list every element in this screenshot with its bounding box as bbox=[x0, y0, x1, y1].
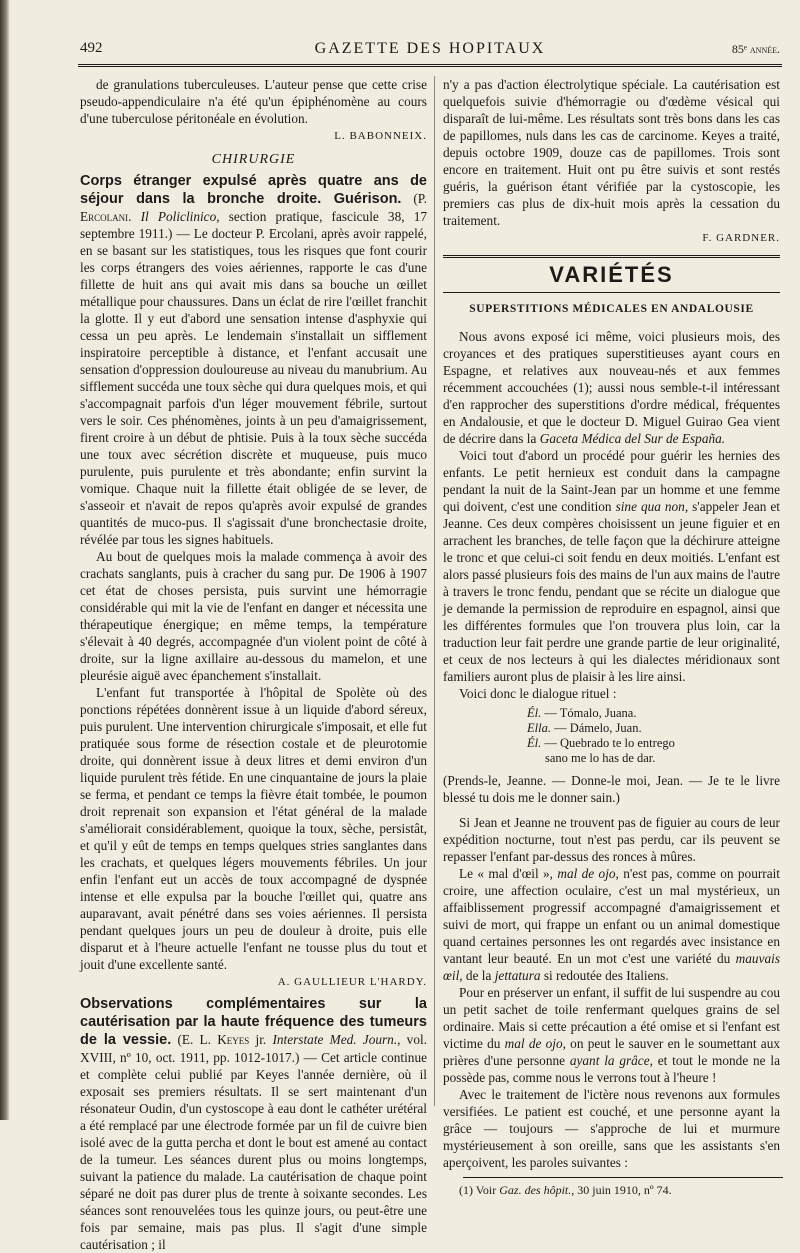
page-header bbox=[80, 38, 780, 62]
paragraph: Nous avons exposé ici même, voici plusieurs mois, des croyances et des pratiques superstitieuses ayant cours en Espagne, et relatives aux nouveau-nés et aux femmes récemment accouchées (1); aussi nous semble-t-il intéressant d'en rapprocher des superstitions d'ordre médical, fréquentes en Andalousie, et que le docteur D. Miguel Guirao Gea vient de décrire dans la Gaceta Médica del Sur de España. bbox=[443, 329, 780, 446]
column-divider bbox=[434, 76, 435, 1106]
paragraph: Pour en préserver un enfant, il suffit de lui suspendre au cou un petit sachet de toile renfermant quelques grains de sel ordinaire. Mais si cette précaution a été omise et si l'enfant est victime du mal de ojo, on peut le sauver en le soumettant aux prières d'une personne ayant la grâce, et tout le monde ne la possède pas, comme nous le verrons tout à l'heure ! bbox=[443, 985, 780, 1085]
reference-journal: Interstate Med. Journ., bbox=[272, 1032, 401, 1047]
year-label: 85ᵉ année. bbox=[731, 42, 780, 56]
section-heading: CHIRURGIE bbox=[211, 152, 296, 167]
journal-title: GAZETTE DES HOPITAUX bbox=[314, 40, 546, 57]
article-paragraph: Corps étranger expulsé après quatre ans de séjour dans la bronche droite. Guérison. (P. Ercolani. Il Policlinico, section pratique, fascicule 38, 17 septembre 1911.) — Le docteur P. Ercolani, après avoir rappelé, en se basant sur les statistiques, tous les risques que font courir les corps étrangers des voies aériennes, rapporte le cas d'une fillette de huit ans qui avait mis dans sa bouche un œillet métallique pour chaussures. Dans un éclat de rire l'œillet franchit la glotte. Il y eut d'abord une sensation intense d'asphyxie qui cessa un peu après. Le lendemain s'installait un sifflement inspiratoire perceptible à distance, et l'enfant accusait une sensation d'oppression douloureuse au niveau du manubrium. Au sifflement succéda une toux sèche qui dura quelques mois, et qui s'accompagnait parfois d'un léger mouvement fébrile, surtout vers le soir. Ces phénomènes, joints à un peu d'amaigrissement, firent croire à un début de phtisie. Puis à la toux sèche succéda une toux avec sécrétion discrète et muqueuse, puis muco purulente, puis purulente et très abondante; enfin survint la vomique. Chaque nuit la fillette était obligée de se lever, de s'asseoir et n'avait de repos qu'après avoir expulsé de grandes quantités de muco-pus. Il s'agissait d'une bronchectasie droite, révélée par tous les signes habituels. bbox=[80, 173, 428, 547]
dialogue-line: Él. — Quebrado te lo entrego bbox=[527, 736, 675, 750]
page-number: 492 bbox=[80, 40, 103, 56]
reference-author: Keyes bbox=[217, 1032, 250, 1047]
left-column bbox=[80, 76, 427, 1253]
author-signature: F. GARDNER. bbox=[702, 232, 780, 244]
article-paragraph: Observations complémentaires sur la cautérisation par la haute fréquence des tumeurs de la vessie. (E. L. Keyes jr. Interstate Med. Journ., vol. XVIII, nº 10, oct. 1911, pp. 1012-1017.) — Cet article continue et complète celui publié par Keyes l'année dernière, où il exposait ses premiers résultats. Il se sert maintenant d'un résonateur Oudin, d'un cystoscope à eau dont le cathéter urétéral a été remplacé par une électrode formée par un fil de cuivre bien isolé avec de la gutta percha et dont le bout est amené au contact de la tumeur. Les séances durent plus ou moins longtemps, suivant la patience du malade. La cautérisation de chaque point séparé ne doit pas durer plus de trente à soixante secondes. Les séances sont renouvelées tous les quinze jours, ou peut-être une fois par semaine, mais pas plus. Il s'agit d'une simple cautérisation ; il bbox=[80, 996, 427, 1252]
footnote-rule bbox=[463, 1177, 783, 1178]
paragraph: L'enfant fut transportée à l'hôpital de Spolète où des ponctions répétées donnèrent issue à un liquide d'abord séreux, puis purulent. Une intervention chirurgicale s'imposait, et elle fut pratiquée sous forme de résection costale et de pleurotomie droite, qui donnèrent issue à deux litres et demi environ d'un liquide purulent très fétide. En une cinquantaine de jours la plaie se ferma, et pendant ce temps la fièvre était tombée, le poumon droit reprenait son expansion et l'état général de la malade s'améliorait considérablement, quoique la toux, sèche, persistât, et qu'il y eût de temps en temps quelques stries sanglantes dans les crachats, et quelques légers mouvements fébriles. Un jour enfin l'enfant eut un accès de toux accompagné de dyspnée intense et elle expulsa par la bouche l'œillet qui, quatre ans auparavant, avait pénétré dans ses voies aériennes. Il persista pendant quelques jours un peu de douleur à droite, puis elle disparut et à l'heure actuelle l'enfant ne tousse plus du tout et jouit d'une excellente santé. bbox=[80, 685, 427, 972]
paragraph: Avec le traitement de l'ictère nous revenons aux formules versifiées. Le patient est couché, et une personne ayant la grâce — toujours — s'approche de lui et murmure mystérieusement à son oreille, sans que les assistants s'en aperçoivent, les paroles suivantes : bbox=[443, 1087, 780, 1170]
footnote: (1) Voir Gaz. des hôpit., 30 juin 1910, nº 74. bbox=[459, 1183, 672, 1197]
translation-paragraph: (Prends-le, Jeanne. — Donne-le moi, Jean. — Je te le livre blessé tu dois me le donner sain.) bbox=[443, 773, 780, 805]
right-column bbox=[443, 76, 780, 1199]
paragraph: Au bout de quelques mois la malade commença à avoir des crachats sanglants, puis à cracher du sang pur. De 1906 à 1907 cet état de choses persista, puis survint une hémorragie considérable qui mit la vie de l'enfant en danger et nécessita une thérapeutique énergique; en même temps, la température s'élevait à 40 degrés, accompagnée d'un violent point de côté à droite, sur la ligne axillaire au-dessous du mamelon, et une pleurésie aiguë avec épanchement s'installait. bbox=[80, 549, 427, 683]
paragraph: de granulations tuberculeuses. L'auteur pense que cette crise pseudo-appendiculaire n'a été qu'un épiphénomène au cours d'une tuberculose péritonéale en évolution. bbox=[80, 77, 427, 126]
page-binding-edge bbox=[0, 0, 10, 1120]
reference-journal: Il Policlinico, bbox=[140, 209, 220, 224]
reference-author: Ercolani. bbox=[80, 209, 132, 224]
section-banner bbox=[443, 255, 780, 293]
paragraph: Voici donc le dialogue rituel : bbox=[459, 686, 617, 701]
article-title: Observations complémentaires sur la cautérisation par la haute fréquence des tumeurs de la vessie. bbox=[80, 996, 427, 1048]
dialogue-line: sano me lo has de dar. bbox=[545, 751, 656, 765]
section-title-varietes: VARIÉTÉS bbox=[549, 262, 674, 287]
paragraph: Voici tout d'abord un procédé pour guérir les hernies des enfants. Le petit hernieux est conduit dans la campagne pendant la nuit de la Saint-Jean par un homme et une femme qui doivent, c'est une condition sine qua non, s'appeler Jean et Jeanne. Ces deux compères choisissent un jeune figuier et en arrachent les branches, de telle façon que la déchirure atteigne le tronc et que celui-ci soit fendu en deux moitiés. L'enfant est alors passé plusieurs fois des mains de l'un aux mains de l'autre à travers le tronc fendu, pendant que se récite un dialogue que je demande la permission de reproduire en espagnol, ainsi que les différentes formules que l'on trouvera plus loin, car la traduction leur fait perdre une grande partie de leur originalité, et ceux de nos lecteurs à qui les dialectes méridionaux sont familiers auront plus de plaisir à les lire ainsi. bbox=[443, 448, 780, 684]
paragraph: Le « mal d'œil », mal de ojo, n'est pas, comme on pourrait croire, une affection oculaire, c'est un mal mystérieux, un affaiblissement progressif accompagné d'amaigrissement et suivi de mort, qui frappe un enfant ou un animal domestique quand certaines personnes les ont regardés avec insistance en vantant leur beauté. En un mot c'est une variété du mauvais œil, de la jettatura si redoutée des Italiens. bbox=[443, 866, 780, 983]
dialogue-line: Él. — Tómalo, Juana. bbox=[527, 706, 637, 720]
header-rule bbox=[78, 64, 782, 67]
dialogue-block bbox=[527, 706, 780, 766]
author-signature: A. GAULLIEUR L'HARDY. bbox=[277, 976, 427, 988]
journal-name: Gaceta Médica del Sur de España. bbox=[539, 431, 726, 446]
paragraph: n'y a pas d'action électrolytique spéciale. La cautérisation est quelquefois suivie d'hémorragie ou d'œdème vésical qui disparaît de lui-même. Les résultats sont très bons dans les cas de papillomes, nuls dans les cas de carcinome. Keyes a traité, depuis octobre 1909, douze cas de papillomes. Trois sont encore en traitement. Huit ont pu être suivis et sont restés guéris, la guérison étant vérifiée par la cystoscopie, les premiers cas plus de dix-huit mois après la cessation du traitement. bbox=[443, 77, 780, 228]
author-signature: L. BABONNEIX. bbox=[334, 130, 427, 142]
article-title: SUPERSTITIONS MÉDICALES EN ANDALOUSIE bbox=[469, 303, 754, 315]
article-title: Corps étranger expulsé après quatre ans de séjour dans la bronche droite. Guérison. bbox=[80, 173, 427, 207]
dialogue-line: Ella. — Dámelo, Juan. bbox=[527, 721, 642, 735]
paragraph: Si Jean et Jeanne ne trouvent pas de figuier au cours de leur expédition nocturne, tout n'est pas perdu, car ils peuvent se repasser l'enfant par-dessus des ronces à mûres. bbox=[443, 815, 780, 864]
